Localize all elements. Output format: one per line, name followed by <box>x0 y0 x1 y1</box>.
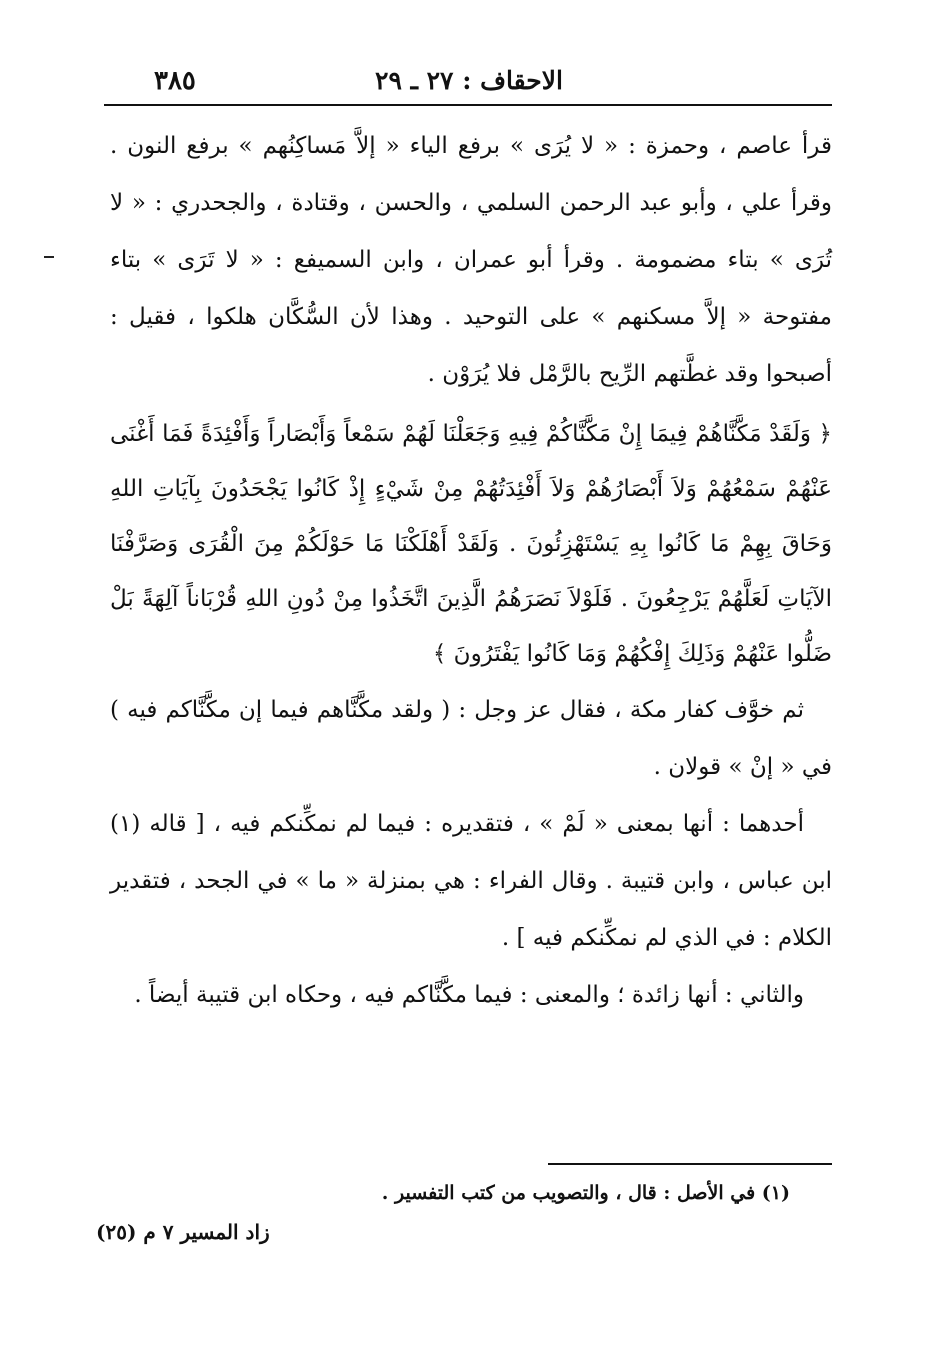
header-rule <box>104 104 832 106</box>
page-header <box>104 66 834 100</box>
paragraph-second-opinion: والثاني : أنها زائدة ؛ والمعنى : فيما مكَّنَّاكم فيه ، وحكاه ابن قتيبة أيضاً . <box>134 982 804 1008</box>
page-number: ٣٨٥ <box>154 66 196 96</box>
margin-mark <box>44 256 54 258</box>
paragraph-commentary: ثم خوَّف كفار مكة ، فقال عز وجل : ( ولقد مكَّنَّاهم فيما إن مكَّنَّاكم فيه ) في « إنْ » قولان . <box>110 697 832 780</box>
paragraph-readings: قرأ عاصم ، وحمزة : « لا يُرَى » برفع الياء « إلاَّ مَساكِنُهم » برفع النون . وقرأ علي ، وأبو عبد الرحمن السلمي ، والحسن ، وقتادة ، والجحدري : « لا تُرَى » بتاء مضمومة . وقرأ أبو عمران ، وابن السميفع : « لا تَرَى » بتاء مفتوحة « إلاَّ مسكنهم » على التوحيد . وهذا لأن السُّكَّان هلكوا ، فقيل : أصبحوا وقد غطَّتهم الرِّيح بالرَّمْل فلا يُرَوْن . <box>110 133 832 387</box>
footnote-rule <box>548 1163 832 1165</box>
paragraph-first-opinion: أحدهما : أنها بمعنى « لَمْ » ، فتقديره : فيما لم نمكِّنكم فيه ، [ قاله (١) ابن عباس ، وابن قتيبة . وقال الفراء : هي بمنزلة « ما » في الجحد ، فتقدير الكلام : في الذي لم نمكِّنكم فيه ] . <box>110 811 832 951</box>
body-text <box>110 118 832 1024</box>
printer-signature: زاد المسير ٧ م (٢٥) <box>96 1220 270 1244</box>
footnote: (١) في الأصل : قال ، والتصويب من كتب التفسير . <box>381 1182 790 1204</box>
quran-verse: ﴿ وَلَقَدْ مَكَّنَّاهُمْ فِيمَا إِنْ مَكَّنَّاكُمْ فِيهِ وَجَعَلْنَا لَهُمْ سَمْعاً وَأَبْصَاراً وَأَفْئِدَةً فَمَا أَغْنَى عَنْهُمْ سَمْعُهُمْ وَلاَ أَبْصَارُهُمْ وَلاَ أَفْئِدَتُهُمْ مِنْ شَيْءٍ إِذْ كَانُوا يَجْحَدُونَ بِآيَاتِ اللهِ وَحَاقَ بِهِمْ مَا كَانُوا بِهِ يَسْتَهْزِئُونَ . وَلَقَدْ أَهْلَكْنَا مَا حَوْلَكُمْ مِنَ الْقُرَى وَصَرَّفْنَا الآيَاتِ لَعَلَّهُمْ يَرْجِعُونَ . فَلَوْلاَ نَصَرَهُمُ الَّذِينَ اتَّخَذُوا مِنْ دُونِ اللهِ قُرْبَاناً آلِهَةً بَلْ ضَلُّوا عَنْهُمْ وَذَلِكَ إِفْكُهُمْ وَمَا كَانُوا يَفْتَرُونَ ﴾ <box>110 421 832 667</box>
running-head: الاحقاف : ٢٧ ـ ٢٩ <box>375 66 563 95</box>
